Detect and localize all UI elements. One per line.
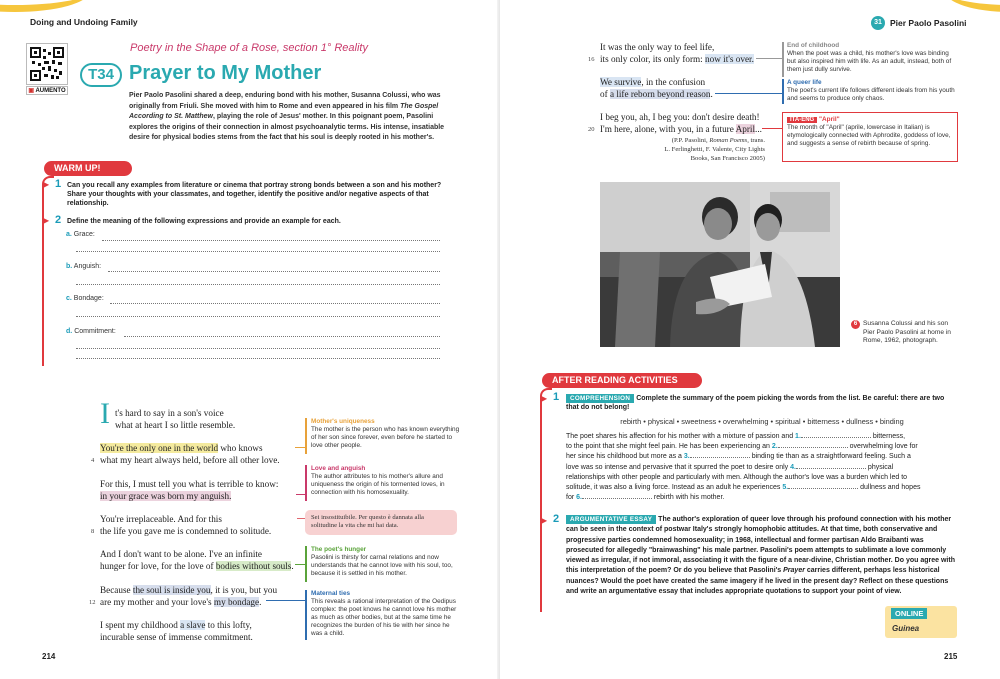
line-number: 8 — [91, 528, 95, 535]
poem-line: incurable sense of immense commitment. — [100, 632, 253, 642]
poem-line: You're the only one in the world who knows — [100, 443, 263, 453]
online-box[interactable] — [885, 606, 957, 638]
page-number-left: 214 — [42, 652, 56, 661]
poem-line: of a life reborn beyond reason. — [600, 89, 713, 99]
connector-line — [297, 518, 305, 519]
poem-credit: (P.P. Pasolini, Roman Poems, trans. L. Ferlinghetti, F. Valente, City Lights Books, San Francisco 2005) — [664, 137, 765, 162]
item-d: d. Commitment: — [66, 328, 116, 335]
aumento-icon: ▣ — [28, 88, 34, 94]
highlight: a slave — [180, 620, 206, 630]
summary-line: her since his childhood but more as a 3. binding tie than as a straightforward feeling. Such a — [566, 453, 911, 461]
poem-line: what my heart always held, before all other love. — [100, 455, 280, 465]
online-item[interactable]: Guinea — [892, 624, 920, 633]
left-running-header: Doing and Undoing Family — [30, 17, 138, 27]
warmup-q1-number: 1 — [55, 178, 62, 190]
aumento-label: AUMENTO — [35, 88, 66, 94]
answer-line[interactable] — [76, 348, 440, 349]
answer-line[interactable] — [102, 240, 440, 241]
highlight: a life reborn beyond reason — [609, 89, 711, 99]
connector-line — [295, 447, 305, 448]
note-bar — [305, 465, 307, 501]
warmup-q2-text: Define the meaning of the following expressions and provide an example for each. — [67, 218, 341, 225]
arrow-icon: ▶ — [541, 394, 548, 403]
warmup-q1-text: Can you recall any examples from literature or cinema that portray strong bonds between a son and his mother? Share your thoughts with your classmates, and together, identify the positive and/or negative aspects of that relationship. — [67, 182, 442, 207]
aumento-badge[interactable] — [26, 86, 68, 95]
poem-line: It was the only way to feel life, — [600, 42, 715, 52]
item-b: b. Anguish: — [66, 263, 102, 270]
answer-line[interactable] — [76, 251, 440, 252]
comprehension-tag: COMPREHENSION — [566, 394, 634, 403]
arrow-icon: ▶ — [43, 216, 50, 225]
highlight: my bondage — [213, 597, 260, 607]
connector-line — [715, 93, 782, 94]
right-page — [500, 0, 1000, 679]
line-number: 12 — [89, 599, 96, 606]
activity-1-number: 1 — [553, 391, 560, 403]
yellow-swoosh-decoration — [945, 0, 1000, 12]
right-running-header: Pier Paolo Pasolini — [890, 18, 967, 28]
activity-1-instruction: COMPREHENSION Complete the summary of the poem picking the words from the list. Be careful: there are two that do not belong! — [566, 395, 945, 411]
item-a: a. Grace: — [66, 231, 95, 238]
text-tag: T34 — [80, 63, 122, 87]
summary-line: solitude, it was also a living force. Instead as an adult he experiences 5. dullness and hopes — [566, 484, 921, 492]
poem-line: I spent my childhood a slave to this lofty, — [100, 620, 252, 630]
note-ita-eng-april: ITA-ENG "April" The month of "April" (aprile, lowercase in Italian) is etymologically connected with Aphrodite, goddess of love, and suggests a sense of rebirth because of spring. — [782, 112, 958, 162]
arrow-icon: ▶ — [43, 180, 50, 189]
highlight: You're the only one in the world — [100, 443, 219, 453]
arrow-icon: ▶ — [541, 516, 548, 525]
after-bracket — [540, 388, 552, 612]
summary-line: to the point that she might feel pain. He has been experiencing an 2. overwhelming love for — [566, 443, 918, 451]
poem-line: I'm here, alone, with you, in a future April... — [600, 124, 762, 134]
note-mothers-uniqueness: Mother's uniqueness The mother is the person who has known everything of her son since forever, even before he started to love other people. — [311, 418, 460, 449]
answer-line[interactable] — [76, 358, 440, 359]
drop-cap: I — [100, 397, 110, 430]
qr-code-icon[interactable] — [26, 43, 68, 85]
summary-line: love was so intense and pervasive that it spurred the poet to desire only 4. physical — [566, 463, 894, 471]
after-reading-title: AFTER READING ACTIVITIES — [542, 373, 702, 388]
connector-line — [266, 600, 305, 601]
photo-caption: Susanna Colussi and his son Pier Paolo Pasolini at home in Rome, 1962, photograph. — [863, 320, 951, 345]
poem-line: what at heart I so little resemble. — [115, 420, 236, 430]
summary-line: The poet shares his affection for his mother with a mixture of passion and 1. bitterness, — [566, 433, 906, 440]
warmup-title: WARM UP! — [44, 161, 132, 176]
online-label: ONLINE — [891, 608, 927, 619]
highlight: in your grace was born my anguish. — [100, 491, 232, 501]
poem-line: I beg you, ah, I beg you: don't desire death! — [600, 112, 760, 122]
highlight: bodies without souls — [215, 561, 292, 571]
blank[interactable] — [796, 468, 866, 469]
chapter-badge: 31 — [871, 16, 885, 30]
intro-paragraph: Pier Paolo Pasolini shared a deep, enduring bond with his mother, Susanna Colussi, who was originally from Friuli. She moved with him to Rome and even appeared in his film The Gospel According to St. Matthew, playing the role of Jesus' mother. In this poignant poem, Pasolini explores the origins of their connection in almost psychoanalytic terms. His intense, insatiable desire for physical bodies stems from the fact that his soul is deeply rooted in his mother's. — [129, 92, 445, 141]
photo-pasolini-and-mother — [600, 182, 840, 347]
blank[interactable] — [788, 488, 858, 489]
poem-line: We survive, in the confusion — [600, 77, 706, 87]
note-poets-hunger: The poet's hunger Pasolini is thirsty for carnal relations and now understands that he cannot love with his soul, too, because it is settled in his mother. — [311, 546, 453, 577]
line-number: 16 — [588, 56, 595, 63]
argumentative-essay-tag: ARGUMENTATIVE ESSAY — [566, 515, 656, 524]
poem-line: And I don't want to be alone. I've an infinite — [100, 549, 263, 559]
summary-line: for 6. rebirth with his mother. — [566, 494, 725, 502]
answer-line[interactable] — [76, 316, 440, 317]
highlight: the soul is inside you — [132, 585, 211, 595]
blank[interactable] — [778, 447, 848, 448]
summary-paragraph — [566, 432, 958, 503]
poem-line: its only color, its only form: now it's over. — [600, 54, 754, 64]
note-bar — [305, 590, 307, 640]
note-love-and-anguish: Love and anguish The author attributes to his mother's allure and uniqueness the origin of his tormented loves, in connection with his homosexuality. — [311, 465, 445, 496]
connector-line — [762, 128, 782, 129]
line-number: 4 — [91, 457, 95, 464]
yellow-swoosh-decoration — [0, 0, 90, 12]
blank[interactable] — [690, 457, 750, 458]
summary-line: relationships with other people and particularly with men. Although the author's love was a burden which led to — [566, 473, 908, 481]
warmup-bracket — [42, 176, 54, 366]
photo-number: 6 — [851, 320, 860, 329]
answer-line[interactable] — [108, 271, 440, 272]
answer-line[interactable] — [76, 284, 440, 285]
highlight: now it's over. — [705, 54, 754, 64]
poem-line — [100, 490, 231, 502]
poem-line: You're irreplaceable. And for this — [100, 514, 222, 524]
poem-line: the life you gave me is condemned to solitude. — [100, 526, 272, 536]
connector-line — [296, 494, 305, 495]
poem-line: hunger for love, for the love of bodies without souls. — [100, 561, 294, 571]
word-list: rebirth • physical • sweetness • overwhelming • spiritual • bitterness • dullness • binding — [620, 417, 904, 426]
section-title: Prayer to My Mother — [129, 62, 322, 84]
section-subtitle: Poetry in the Shape of a Rose, section 1° Reality — [130, 42, 368, 54]
note-bar — [782, 42, 784, 77]
poem-line: t's hard to say in a son's voice — [115, 408, 224, 418]
highlight: April — [735, 124, 756, 134]
poem-line: are my mother and your love's my bondage. — [100, 597, 262, 607]
connector-line — [295, 564, 305, 565]
note-italian-quote: Sei insostituibile. Per questo è dannata alla solitudine la vita che mi hai data. — [305, 510, 457, 535]
note-end-of-childhood: End of childhood When the poet was a child, his mother's love was binding but also inspired him with life. As an adult, instead, both of them just dully survive. — [787, 42, 952, 73]
blank[interactable] — [801, 437, 871, 438]
ita-eng-tag: ITA-ENG — [787, 117, 817, 123]
item-c: c. Bondage: — [66, 295, 104, 302]
answer-line[interactable] — [124, 336, 440, 337]
note-queer-life: A queer life The poet's current life follows different ideals from his youth and seems to produce only chaos. — [787, 79, 955, 102]
activity-2-text: ARGUMENTATIVE ESSAY The author's exploration of queer love through his profound connection with his mother can be seen in the context of postwar Italy's strongly homophobic attitudes. At that time, both conservative and progressive parties condemned homosexuality; in 1968, intellectual and former partisan Aldo Braibanti was prosecuted for allegedly "brainwashing" his male partner. Pasolini's poem attempts to sublimate a love commonly viewed as irregular, if not immoral, associating it with the figure of a near-divine, Christian mother. Do you agree with this interpretation of the poem? Or do you believe that Pasolini's Prayer carries different, perhaps less historical nuances? Would the poet have created the same imagery if he lived in the present day? Reflect on these questions and write an argumentative essay that includes appropriate quotations to support your point of view. — [566, 516, 955, 596]
poem-line: For this, I must tell you what is terrible to know: — [100, 479, 279, 489]
connector-line — [756, 58, 782, 59]
activity-2-number: 2 — [553, 513, 560, 525]
note-bar — [782, 79, 784, 104]
poem-line: Because the soul is inside you, it is you, but you — [100, 585, 278, 595]
note-maternal-ties: Maternal ties This reveals a rational interpretation of the Oedipus complex: the poet knows he cannot love his mother as much as other bodies, but at the same time he recognizes the burden of his tie with her since he was a child. — [311, 590, 457, 637]
note-bar — [305, 418, 307, 454]
highlight: We survive — [600, 77, 642, 87]
blank[interactable] — [582, 498, 652, 499]
note-bar — [305, 546, 307, 582]
line-number: 20 — [588, 126, 595, 133]
page-number-right: 215 — [944, 652, 958, 661]
warmup-q2-number: 2 — [55, 214, 62, 226]
answer-line[interactable] — [110, 303, 440, 304]
